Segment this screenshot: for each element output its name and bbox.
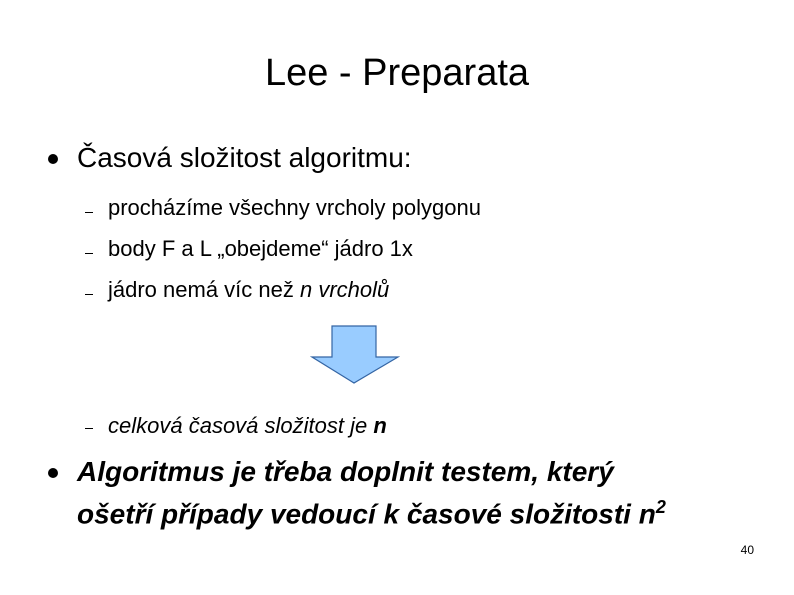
sub-bullet-dash xyxy=(85,212,93,213)
sub-bullet-dash xyxy=(85,294,93,295)
sub-bullet-3 xyxy=(108,276,389,304)
bullet-dot xyxy=(48,468,58,478)
bullet-1-text: Časová složitost algoritmu: xyxy=(77,142,412,173)
sub-bullet-3-text: jádro nemá víc než xyxy=(108,277,300,302)
bullet-2-line-1: Algoritmus je třeba doplnit testem, který xyxy=(77,456,614,487)
result-bold: n xyxy=(373,413,387,438)
bullet-2-line-2-text: ošetří případy vedoucí k časové složitosti n xyxy=(77,498,656,530)
down-arrow-icon xyxy=(310,325,400,385)
bullet-2-line-2 xyxy=(77,490,666,531)
sub-bullet-dash xyxy=(85,253,93,254)
page-number: 40 xyxy=(740,543,754,557)
sub-bullet-1-text: procházíme všechny vrcholy polygonu xyxy=(108,195,481,220)
result-text: celková časová složitost je xyxy=(108,413,374,438)
sub-bullet-2-text: body F a L „obejdeme“ jádro 1x xyxy=(108,236,413,261)
bullet-dot xyxy=(48,154,58,164)
slide-title: Lee - Preparata xyxy=(264,52,530,94)
sub-bullet-dash xyxy=(85,428,93,429)
superscript: 2 xyxy=(655,497,666,517)
result-line xyxy=(108,412,387,440)
sub-bullet-3-italic: n vrcholů xyxy=(299,277,390,302)
